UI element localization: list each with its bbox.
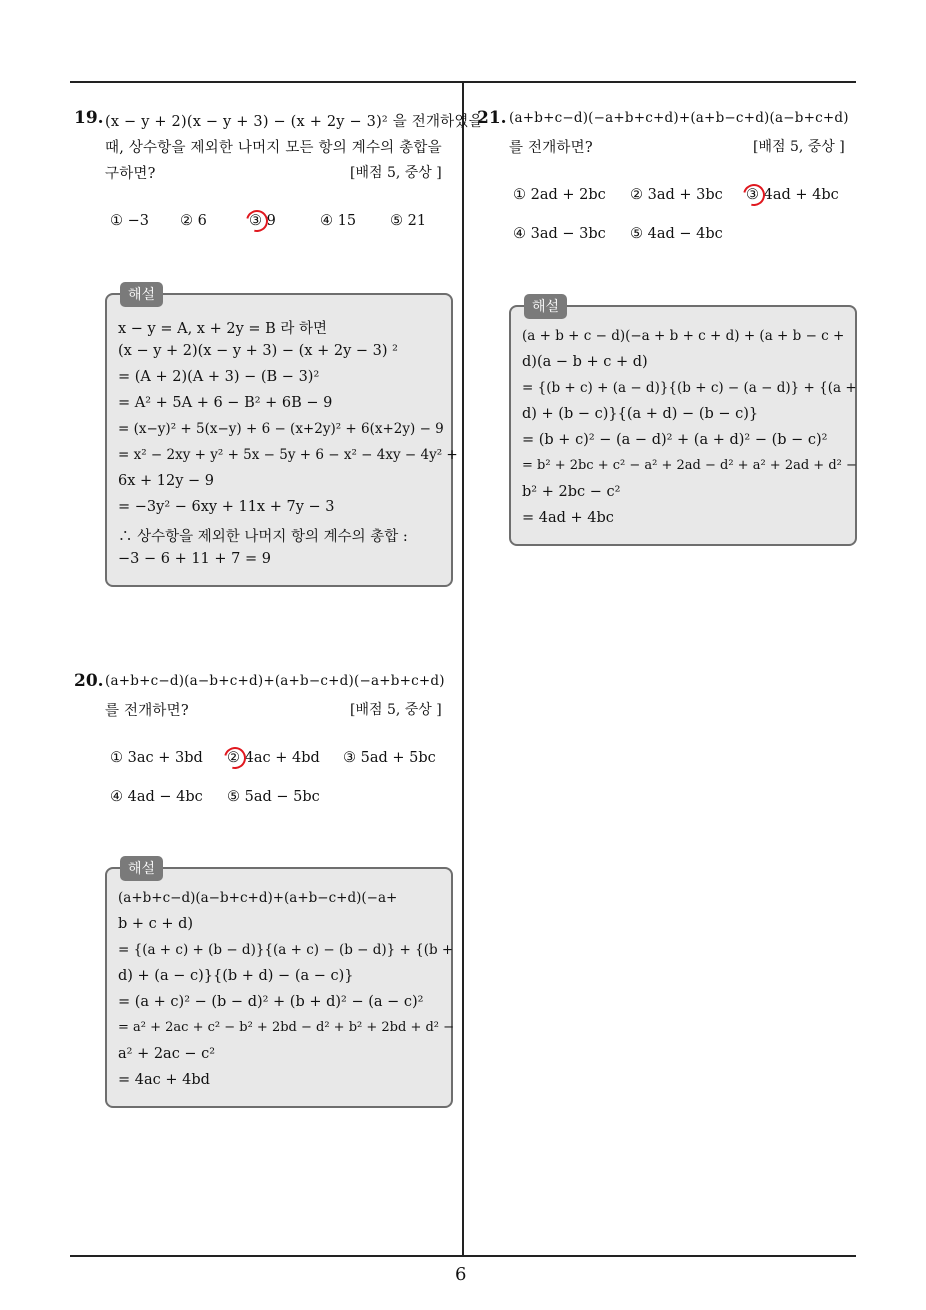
solution-line: b² + 2bc − c² [522,484,621,500]
solution-badge: 해설 [120,282,163,307]
solution-line: = −3y² − 6xy + 11x + 7y − 3 [118,499,335,515]
score-difficulty-tag: [배점 5, 중상 ] [350,165,442,181]
score-difficulty-tag: [배점 5, 중상 ] [753,139,845,155]
solution-line: = b² + 2bc + c² − a² + 2ad − d² + a² + 2ad + d² − [522,458,857,473]
solution-line: −3 − 6 + 11 + 7 = 9 [118,551,271,567]
red-circle-mark [242,206,272,236]
solution-line: a² + 2ac − c² [118,1046,216,1062]
solution-badge: 해설 [120,856,163,881]
answer-option[interactable]: ① 2ad + 2bc [513,187,606,203]
solution-line: = (a + c)² − (b − d)² + (b + d)² − (a − c)² [118,994,424,1010]
question-text-line: 때, 상수항을 제외한 나머지 모든 항의 계수의 총합을 [105,140,442,156]
solution-line: ∴ 상수항을 제외한 나머지 항의 계수의 총합 : [118,529,408,545]
solution-line: b + c + d) [118,916,194,932]
solution-line: x − y = A, x + 2y = B 라 하면 [118,321,328,337]
column-divider [462,83,464,1257]
question-text-line: 구하면? [105,166,156,182]
question-number: 21. [477,108,507,128]
solution-line: = (x−y)² + 5(x−y) + 6 − (x+2y)² + 6(x+2y) − 9 [118,421,444,437]
solution-line: (x − y + 2)(x − y + 3) − (x + 2y − 3) ² [118,343,398,359]
bottom-rule [70,1255,856,1257]
solution-line: = 4ac + 4bd [118,1072,210,1088]
solution-line: (a+b+c−d)(a−b+c+d)+(a+b−c+d)(−a+ [118,890,398,906]
solution-line: d)(a − b + c + d) [522,354,648,370]
answer-option[interactable]: ③ 9 [249,213,276,229]
score-difficulty-tag: [배점 5, 중상 ] [350,702,442,718]
solution-line: = x² − 2xy + y² + 5x − 5y + 6 − x² − 4xy − 4y² + [118,447,458,463]
answer-option[interactable]: ② 3ad + 3bc [630,187,723,203]
question-text-line: 를 전개하면? [509,140,593,156]
solution-line: = 4ad + 4bc [522,510,614,526]
solution-line: = (A + 2)(A + 3) − (B − 3)² [118,369,320,385]
answer-option[interactable]: ⑤ 4ad − 4bc [630,226,723,242]
solution-line: d) + (b − c)}{(a + d) − (b − c)} [522,406,759,422]
question-text-line: (a+b+c−d)(−a+b+c+d)+(a+b−c+d)(a−b+c+d) [509,110,849,126]
answer-option[interactable]: ⑤ 21 [390,213,427,229]
solution-line: = {(b + c) + (a − d)}{(b + c) − (a − d)} + {(a + [522,380,857,396]
solution-line: 6x + 12y − 9 [118,473,215,489]
solution-badge: 해설 [524,294,567,319]
solution-line: (a + b + c − d)(−a + b + c + d) + (a + b − c + [522,328,845,344]
answer-option[interactable]: ② 4ac + 4bd [227,750,320,766]
solution-line: = A² + 5A + 6 − B² + 6B − 9 [118,395,333,411]
question-number: 19. [74,108,104,128]
answer-option[interactable]: ① 3ac + 3bd [110,750,203,766]
solution-line: = (b + c)² − (a − d)² + (a + d)² − (b − c)² [522,432,828,448]
answer-option[interactable]: ③ 4ad + 4bc [746,187,839,203]
question-text-line: (a+b+c−d)(a−b+c+d)+(a+b−c+d)(−a+b+c+d) [105,673,445,689]
answer-option[interactable]: ④ 15 [320,213,357,229]
red-circle-mark [220,743,250,773]
answer-option[interactable]: ④ 3ad − 3bc [513,226,606,242]
solution-line: = a² + 2ac + c² − b² + 2bd − d² + b² + 2bd + d² − [118,1020,455,1035]
answer-option[interactable]: ② 6 [180,213,207,229]
answer-option[interactable]: ⑤ 5ad − 5bc [227,789,320,805]
red-circle-mark [739,180,769,210]
page-number: 6 [455,1264,467,1285]
solution-line: d) + (a − c)}{(b + d) − (a − c)} [118,968,354,984]
solution-line: = {(a + c) + (b − d)}{(a + c) − (b − d)} + {(b + [118,942,454,958]
question-number: 20. [74,671,104,691]
question-text-line: 를 전개하면? [105,703,189,719]
answer-option[interactable]: ① −3 [110,213,149,229]
question-text-line: (x − y + 2)(x − y + 3) − (x + 2y − 3)² 을 전개하였을 [105,114,483,130]
answer-option[interactable]: ③ 5ad + 5bc [343,750,436,766]
answer-option[interactable]: ④ 4ad − 4bc [110,789,203,805]
